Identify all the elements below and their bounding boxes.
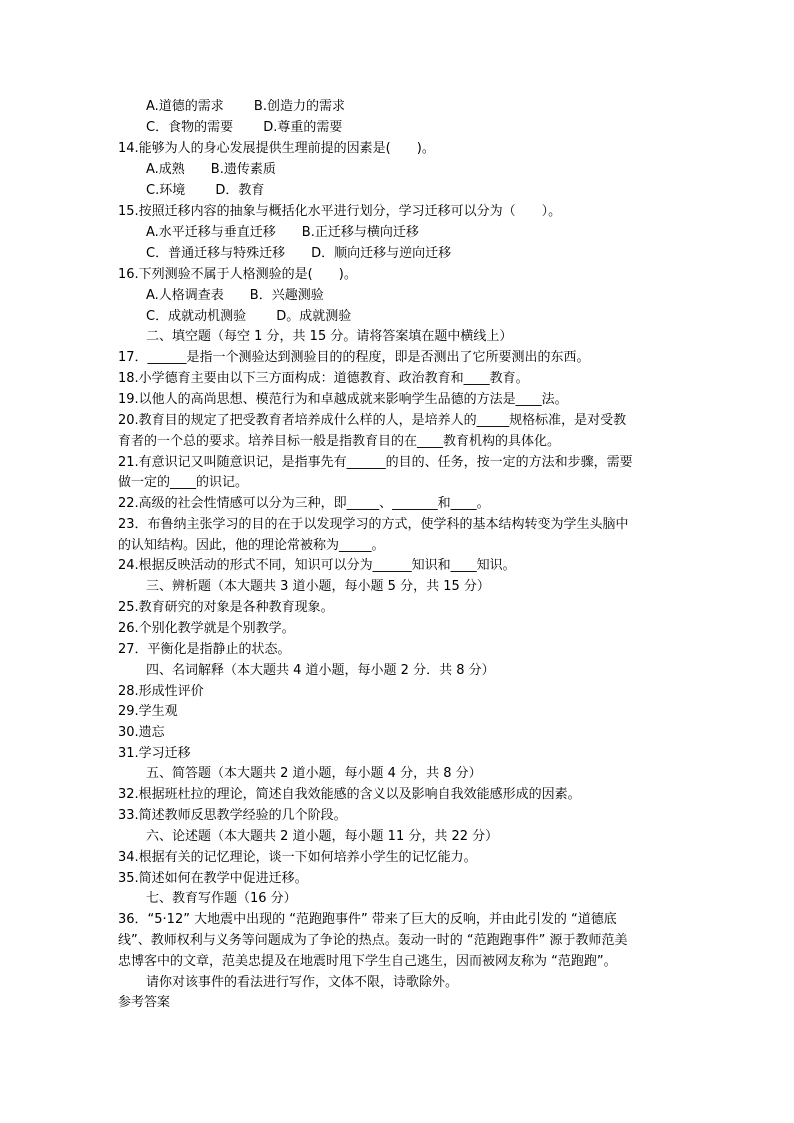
question-28: 28.形成性评价 — [118, 684, 204, 699]
question-15: 15.按照迁移内容的抽象与概括化水平进行划分，学习迁移可以分为（ ）。 — [118, 204, 562, 219]
question-21-line2: 做一定的____的识记。 — [118, 475, 249, 490]
section-heading-fill-in: 二、填空题（每空 1 分，共 15 分。请将答案填在题中横线上） — [146, 329, 513, 344]
question-23-line1: 23．布鲁纳主张学习的目的在于以发现学习的方式，使学科的基本结构转变为学生头脑中 — [118, 517, 629, 532]
question-26: 26.个别化教学就是个别教学。 — [118, 621, 295, 636]
section-heading-writing: 七、教育写作题（16 分） — [146, 891, 297, 906]
question-30: 30.遗忘 — [118, 725, 165, 740]
question-18: 18.小学德育主要由以下三方面构成：道德教育、政治教育和____教育。 — [118, 371, 529, 386]
question-36-instruction: 请你对该事件的看法进行写作，文体不限，诗歌除外。 — [146, 975, 459, 990]
question-36-line3: 忠博客中的文章，范美忠提及在地震时甩下学生自己逃生，因而被网友称为 “范跑跑”。 — [118, 954, 617, 969]
question-27: 27．平衡化是指静止的状态。 — [118, 642, 291, 657]
q13-options-ab: A.道德的需求 B.创造力的需求 — [146, 99, 345, 114]
question-21-line1: 21.有意识记又叫随意识记，是指事先有______的目的、任务，按一定的方法和步骤，需要 — [118, 455, 633, 470]
question-23-line2: 的认知结构。因此，他的理论常被称为_____。 — [118, 538, 385, 553]
question-14: 14.能够为人的身心发展提供生理前提的因素是( )。 — [118, 141, 435, 156]
q14-options-ab: A.成熟 B.遗传素质 — [146, 162, 276, 177]
reference-answers-heading: 参考答案 — [118, 995, 171, 1010]
question-19: 19.以他人的高尚思想、模范行为和卓越成就来影响学生品德的方法是____法。 — [118, 392, 568, 407]
q16-options-ab: A.人格调查表 B．兴趣测验 — [146, 288, 324, 303]
question-36-line2: 线”、教师权利与义务等问题成为了争论的热点。轰动一时的 “范跑跑事件” 源于教师范美 — [118, 933, 628, 948]
q16-options-cd: C．成就动机测验 D。成就测验 — [146, 309, 352, 324]
question-25: 25.教育研究的对象是各种教育现象。 — [118, 600, 334, 615]
question-20-line1: 20.教育目的规定了把受教育者培养成什么样的人，是培养人的_____规格标准，是对受教 — [118, 413, 627, 428]
q13-options-cd: C．食物的需要 D.尊重的需要 — [146, 120, 343, 135]
question-32: 32.根据班杜拉的理论，简述自我效能感的含义以及影响自我效能感形成的因素。 — [118, 787, 581, 802]
section-heading-term-explanation: 四、名词解释（本大题共 4 道小题，每小题 2 分．共 8 分） — [146, 663, 495, 678]
question-20-line2: 育者的一个总的要求。培养目标一般是指教育目的在____教育机构的具体化。 — [118, 434, 561, 449]
section-heading-essay: 六、论述题（本大题共 2 道小题，每小题 11 分，共 22 分） — [146, 829, 499, 844]
question-33: 33.简述教师反思教学经验的几个阶段。 — [118, 808, 347, 823]
q14-options-cd: C.环境 D．教育 — [146, 183, 265, 198]
question-22: 22.高级的社会性情感可以分为三种，即_____、_______和____。 — [118, 496, 490, 511]
section-heading-discrimination: 三、辨析题（本大题共 3 道小题，每小题 5 分，共 15 分） — [146, 579, 490, 594]
question-36-line1: 36．“5·12” 大地震中出现的 “范跑跑事件” 带来了巨大的反响，并由此引发的 “道德底 — [118, 912, 617, 927]
question-17: 17．______是指一个测验达到测验目的的程度，即是否测出了它所要测出的东西。 — [118, 350, 590, 365]
question-29: 29.学生观 — [118, 704, 178, 719]
section-heading-short-answer: 五、简答题（本大题共 2 道小题，每小题 4 分，共 8 分） — [146, 766, 482, 781]
question-24: 24.根据反映活动的形式不同，知识可以分为______知识和____知识。 — [118, 558, 516, 573]
q15-options-cd: C．普通迁移与特殊迁移 D．顺向迁移与逆向迁移 — [146, 246, 452, 261]
question-16: 16.下列测验不属于人格测验的是( )。 — [118, 267, 357, 282]
question-34: 34.根据有关的记忆理论，谈一下如何培养小学生的记忆能力。 — [118, 850, 477, 865]
question-31: 31.学习迁移 — [118, 746, 191, 761]
q15-options-ab: A.水平迁移与垂直迁移 B.正迁移与横向迁移 — [146, 225, 419, 240]
question-35: 35.简述如何在教学中促进迁移。 — [118, 871, 308, 886]
